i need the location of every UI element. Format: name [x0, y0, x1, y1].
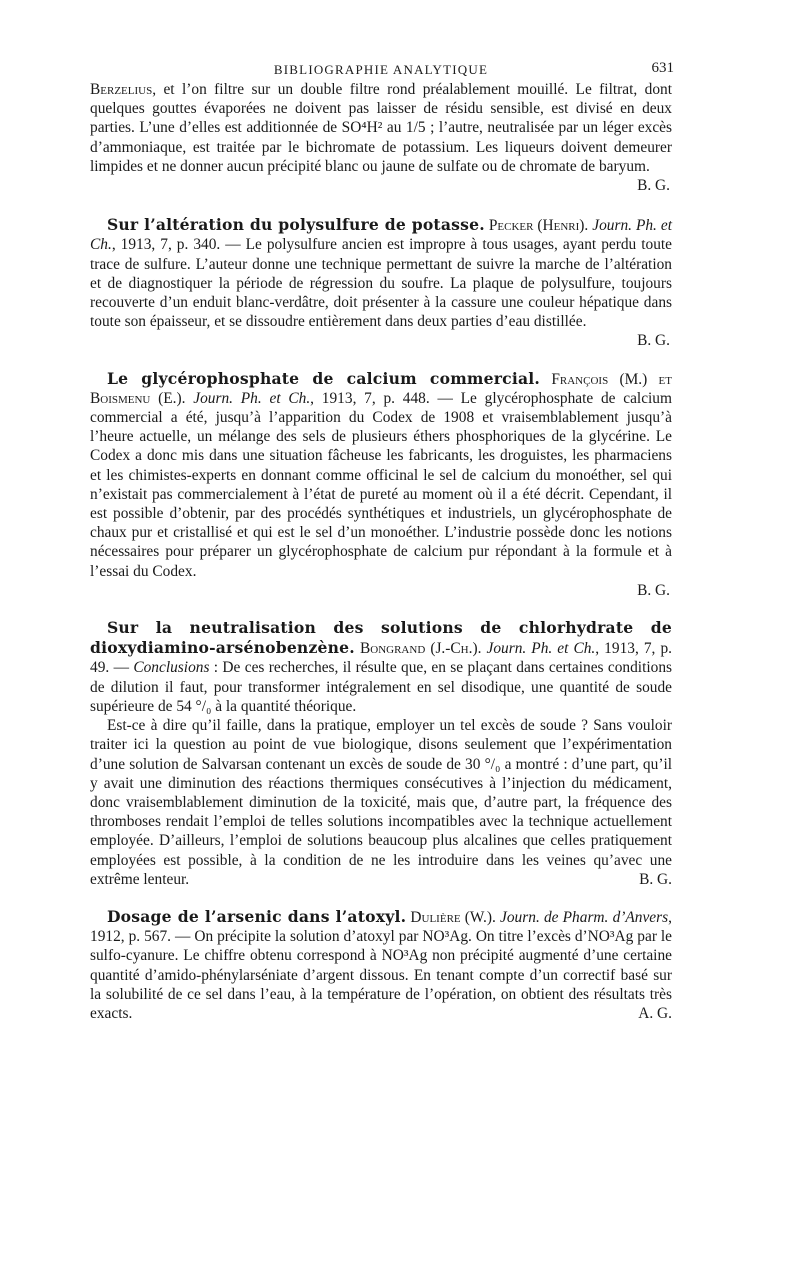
article-body-2: Est-ce à dire qu’il faille, dans la pratique, employer un tel excès de soude ? Sans vouloir traiter ici la question au point de vue biologique, disons seulement que l’expérimentation d’une solution de Salvarsan contenant un excès de soude de 30 °/₀ a montré : d’une part, qu’il y avait une diminution des réactions thermiques consécutives à l’injection du médicament, donc vraisemblablement diminution de la toxicité, mais que, d’autre part, la fréquence des thromboses rendait l’emploi de telles solutions incompatibles avec la technique actuellement employée. D’ailleurs, l’emploi de solutions beaucoup plus alcalines que celles pratiquement employées est possible, à la condition de ne les introduire dans les veines qu’avec une extrême lenteur.	[90, 717, 672, 888]
article-title: Sur la neutralisation des solutions de chlorhydrate de dioxydiamino-arsénobenzène.	[90, 618, 672, 658]
article-polysulfure	[90, 215, 672, 350]
article-paragraph	[90, 618, 672, 716]
continued-author: Berzelius	[90, 81, 153, 98]
article-author: Pecker (Henri).	[488, 217, 589, 235]
article-journal: Journ. Ph. et Ch.	[90, 217, 672, 254]
article-ref: , 1913, 7, p. 49. —	[90, 640, 672, 677]
article-author: François (M.) et Boismenu (E.).	[90, 370, 672, 407]
article-paragraph	[90, 215, 672, 331]
continued-abstract	[90, 80, 672, 195]
article-body: : De ces recherches, il résulte que, en se plaçant dans certaines conditions de dilution il faut, pour transformer intégralement en sel disodique, une quantité de soude supérieure de 54 °/₀ à la quantité théorique.	[90, 659, 672, 715]
article-journal: Journ. Ph. et Ch.	[193, 389, 311, 407]
article-signature: B. G.	[639, 870, 672, 888]
article-journal: Journ. de Pharm. d’Anvers	[500, 908, 669, 926]
article-ref: , 1913, 7, p. 448. —	[310, 389, 461, 407]
page	[90, 58, 672, 1023]
running-head-title: BIBLIOGRAPHIE ANALYTIQUE	[273, 62, 489, 77]
article-ref: , 1912, p. 567. —	[90, 908, 672, 946]
article-body: On précipite la solution d’atoxyl par NO³Ag. On titre l’excès d’NO³Ag par le sulfo-cyanure. Le chiffre obtenu correspond à NO³Ag non précipité augmenté d’une certaine quantité d’amido-phénylarséniate d’argent dissous. En tenant compte d’un correctif basé sur la solubilité de ce sel dans l’eau, à la température de l’opération, on obtient des résultats très exacts.	[90, 928, 673, 1022]
article-title: Le glycérophosphate de calcium commercial.	[106, 368, 541, 388]
article-neutralisation	[90, 618, 672, 889]
article-body: Le glycérophosphate de calcium commercial a été, jusqu’à l’apparition du Codex de 1908 et vraisemblablement jusqu’à l’heure actuelle, un mélange des sels de plusieurs éthers phosphoriques de la glycérine. Le Codex a donc mis dans une situation fâcheuse les fabricants, les droguistes, les pharmaciens et les chimistes-experts en donnant comme officinal le sel de calcium du monoéther, sel qui n’existait pas commercialement à l’état de pureté au moment où il a été décrit. Cependant, il est possible d’obtenir, par des procédés synthétiques et industriels, un glycérophosphate de chaux pur et cristallisé et qui est le sel d’un monoéther. L’industrie possède donc les notions nécessaires pour préparer un glycérophosphate de calcium pur répondant à la formule et à l’essai du Codex.	[90, 389, 672, 580]
continued-paragraph	[90, 80, 672, 176]
continued-signature: B. G.	[637, 177, 670, 195]
continued-text: , et l’on filtre sur un double filtre rond préalablement mouillé. Le filtrat, dont quelques gouttes évaporées ne doivent pas laisser de résidu sensible, est divisé en deux parties. L’une d’elles est additionnée de SO⁴H² au 1/5 ; l’autre, neutralisée par un léger excès d’ammoniaque, est traitée par le bichromate de potassium. Les liqueurs doivent demeurer limpides et ne donner aucun précipité blanc ou jaune de sulfate ou de chromate de baryum.	[90, 81, 672, 175]
article-journal: Journ. Ph. et Ch.	[486, 640, 596, 658]
article-signature: B. G.	[637, 581, 670, 599]
article-signature: A. G.	[638, 1004, 672, 1022]
article-lead: Conclusions	[133, 659, 210, 677]
article-paragraph	[90, 907, 672, 1023]
article-paragraph	[90, 369, 672, 581]
article-author: Dulière (W.).	[410, 908, 496, 926]
page-number: 631	[651, 60, 674, 76]
running-head	[90, 58, 672, 80]
article-body: Le polysulfure ancien est impropre à tous usages, ayant perdu toute trace de sulfure. L’auteur donne une technique permettant de suivre la marche de l’altération et de diagnostiquer la période de régression du soufre. La plaque de polysulfure, toujours recouverte d’un enduit blanc-verdâtre, doit présenter à la cassure une couleur hépatique dans toute son épaisseur, et se dissoudre entièrement dans deux parties d’eau distillée.	[90, 236, 672, 331]
article-ref: , 1913, 7, p. 340. —	[111, 236, 246, 254]
article-paragraph-2	[90, 716, 672, 889]
article-title: Sur l’altération du polysulfure de potasse.	[106, 215, 485, 235]
article-title: Dosage de l’arsenic dans l’atoxyl.	[106, 906, 407, 926]
article-signature: B. G.	[637, 332, 670, 350]
article-arsenic	[90, 907, 672, 1023]
article-glycerophosphate	[90, 369, 672, 600]
article-author: Bongrand (J.-Ch.).	[360, 640, 482, 658]
